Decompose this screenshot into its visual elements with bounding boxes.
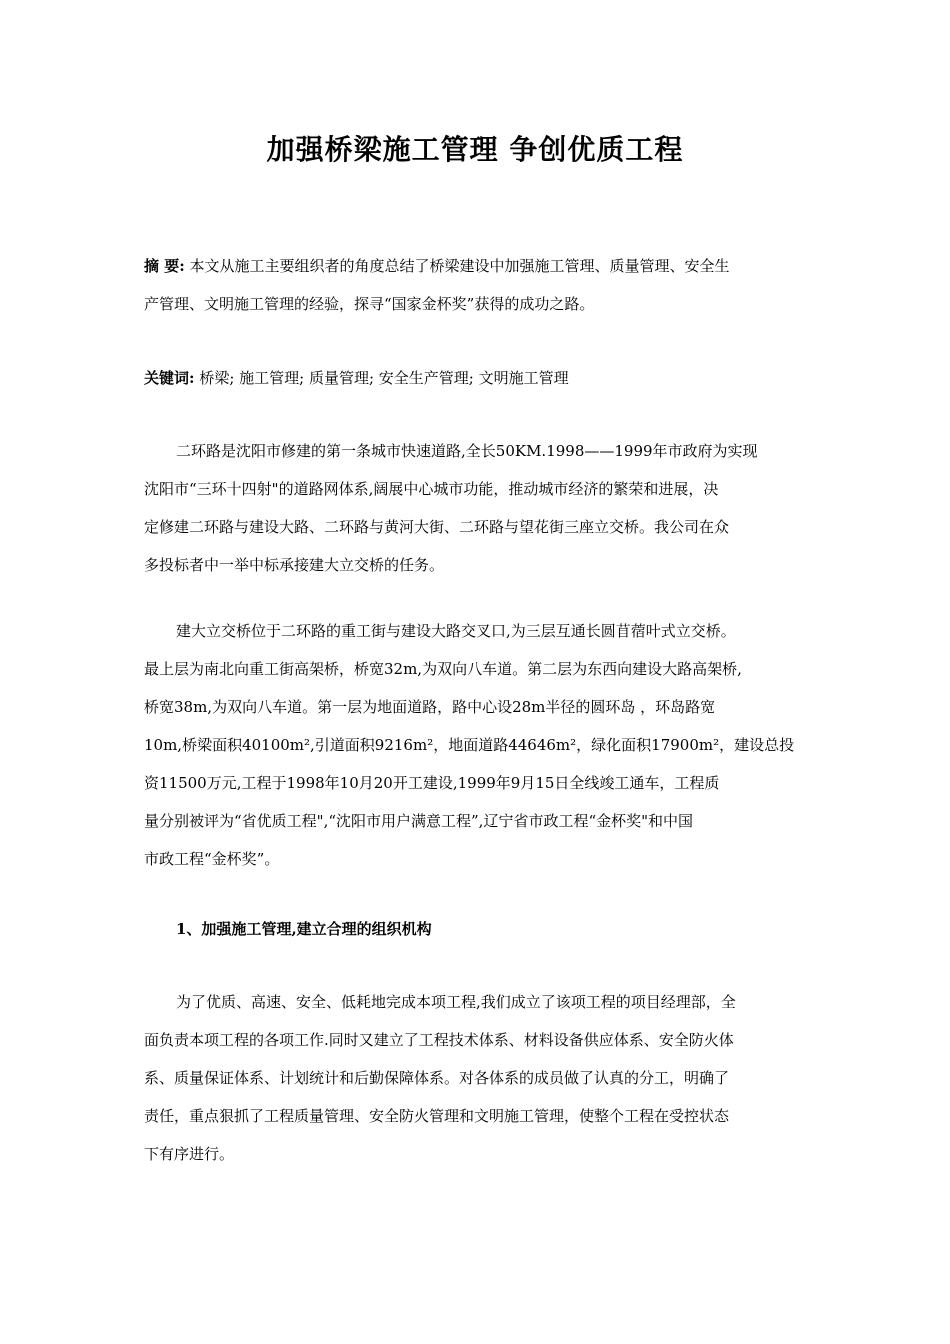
paragraph-line: 二环路是沈阳市修建的第一条城市快速道路,全长50KM.1998——1999年市政府为实现 bbox=[176, 442, 758, 460]
paragraph-line: 最上层为南北向重工街高架桥，桥宽32m,为双向八车道。第二层为东西向建设大路高架桥, bbox=[144, 660, 742, 678]
paragraph-line: 建大立交桥位于二环路的重工街与建设大路交叉口,为三层互通长圆苜蓿叶式立交桥。 bbox=[176, 622, 736, 640]
document-title: 加强桥梁施工管理 争创优质工程 bbox=[266, 133, 684, 166]
paragraph-line: 资11500万元,工程于1998年10月20开工建设,1999年9月15日全线竣工通车，工程质 bbox=[144, 774, 720, 792]
abstract-line-2: 产管理、文明施工管理的经验，探寻“国家金杯奖”获得的成功之路。 bbox=[144, 295, 595, 313]
abstract-label: 摘 要: bbox=[144, 257, 185, 275]
paragraph-line: 市政工程“金杯奖”。 bbox=[144, 850, 280, 868]
paragraph-line: 量分别被评为“省优质工程",“沈阳市用户满意工程”,辽宁省市政工程“金杯奖"和中国 bbox=[144, 812, 694, 830]
keywords-text: 桥梁; 施工管理; 质量管理; 安全生产管理; 文明施工管理 bbox=[199, 369, 569, 387]
abstract bbox=[144, 247, 808, 323]
paragraph-line: 责任，重点狠抓了工程质量管理、安全防火管理和文明施工管理，使整个工程在受控状态 bbox=[144, 1107, 730, 1125]
section-1-body bbox=[144, 983, 808, 1173]
paragraph-line: 为了优质、高速、安全、低耗地完成本项工程,我们成立了该项工程的项目经理部，全 bbox=[176, 993, 736, 1011]
paragraph-line: 10m,桥梁面积40100m²,引道面积9216m²，地面道路44646m²，绿化面积17900m²，建设总投 bbox=[144, 736, 795, 754]
paragraph-line: 系、质量保证体系、计划统计和后勤保障体系。对各体系的成员做了认真的分工，明确了 bbox=[144, 1069, 730, 1087]
paragraph-line: 桥宽38m,为双向八车道。第一层为地面道路，路中心设28m半径的圆环岛 ，环岛路宽 bbox=[144, 698, 716, 716]
keywords bbox=[144, 359, 808, 397]
abstract-line-1: 摘 要: 本文从施工主要组织者的角度总结了桥梁建设中加强施工管理、质量管理、安全生 bbox=[144, 257, 730, 275]
paragraph-1 bbox=[144, 432, 808, 584]
keywords-label: 关键词: bbox=[144, 369, 195, 387]
paragraph-line: 沈阳市“三环十四射"的道路网体系,阔展中心城市功能，推动城市经济的繁荣和进展，决 bbox=[144, 480, 719, 498]
keywords-line bbox=[144, 359, 808, 397]
section-heading-1: 1、加强施工管理,建立合理的组织机构 bbox=[176, 920, 432, 938]
paragraph-line: 下有序进行。 bbox=[144, 1145, 235, 1163]
paragraph-2 bbox=[144, 612, 808, 878]
paragraph-line: 面负责本项工程的各项工作.同时又建立了工程技术体系、材料设备供应体系、安全防火体 bbox=[144, 1031, 734, 1049]
paragraph-line: 定修建二环路与建设大路、二环路与黄河大街、二环路与望花街三座立交桥。我公司在众 bbox=[144, 518, 730, 536]
paragraph-line: 多投标者中一举中标承接建大立交桥的任务。 bbox=[144, 556, 445, 574]
